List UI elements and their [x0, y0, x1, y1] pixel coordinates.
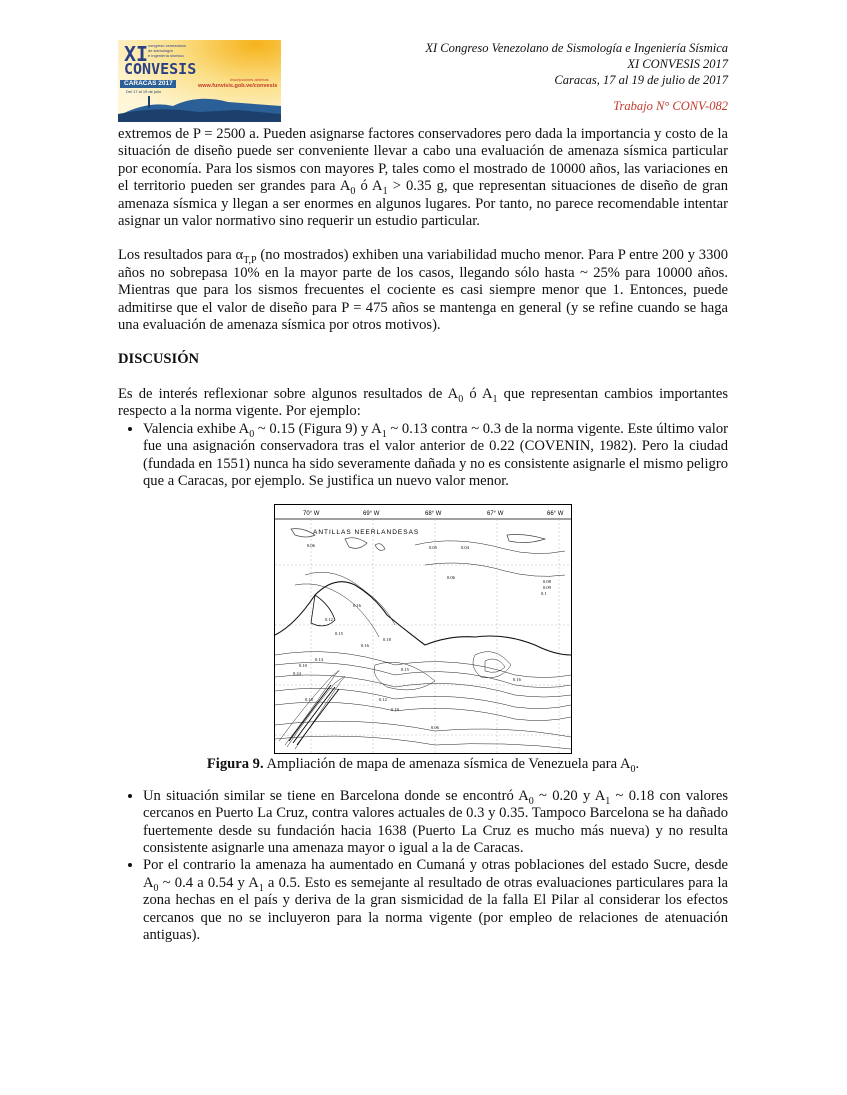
- figure-caption: Figura 9. Ampliación de mapa de amenaza sísmica de Venezuela para $A_0$.: [206, 756, 640, 776]
- longitude-label: 66° W: [547, 511, 564, 518]
- bullet-valencia: • Valencia exhibe $A_0$ ~ 0.15 (Figura 9) y $A_1$ ~ 0.13 contra ~ 0.3 de la norma vigente. Este último valor fue una asignación conservadora tras el valor anterior de 0.22 (COVENIN, 1982). Pero la ciudad (fundada en 1551) nunca ha sido severamente dañada y no es consistente asignarle el mismo peligro que a Caracas, por ejemplo. Se justifica un nuevo valor menor.: [143, 421, 728, 491]
- paper-number: Trabajo N° CONV-082: [613, 99, 728, 113]
- contour-label: 0.16: [361, 643, 369, 649]
- logo-banner: CARACAS 2017: [124, 80, 173, 87]
- contour-label: 0.05: [429, 545, 437, 551]
- contour-label: 0.18: [305, 697, 313, 703]
- hazard-map-svg: [275, 505, 571, 753]
- bullet-cumana: • Por el contrario la amenaza ha aumentado en Cumaná y otras poblaciones del estado Sucre, desde $A_0$ ~ 0.4 a 0.54 y $A_1$ a 0.5. Esto es semejante al resultado de otras evaluaciones particulares para la zona hechas en el país y deriva de la gran sismicidad de la falla El Pilar al considerar los efectos cercanos que no se incluyeron para la norma vigente (por empleo de relaciones de atenuación antiguas).: [143, 857, 728, 944]
- contour-label: 0.09: [543, 585, 551, 591]
- bullet-list-2: [118, 788, 728, 945]
- longitude-label: 69° W: [363, 511, 380, 518]
- convesis-logo: [118, 40, 281, 122]
- header-line-1: XI Congreso Venezolano de Sismología e Ingeniería Sísmica: [425, 41, 728, 55]
- header-line-2: XI CONVESIS 2017: [627, 57, 728, 71]
- contour-label: 0.15: [401, 667, 409, 673]
- contour-label: 0.08: [543, 579, 551, 585]
- longitude-label: 70° W: [303, 511, 320, 518]
- header-line-3: Caracas, 17 al 19 de julio de 2017: [554, 73, 728, 87]
- caption-text: Ampliación de mapa de amenaza sísmica de Venezuela para A: [263, 756, 631, 773]
- logo-url: www.funvisis.gob.ve/convesis: [198, 83, 278, 89]
- contour-label: 0.10: [299, 663, 307, 669]
- contour-label: 0.16: [353, 603, 361, 609]
- paragraph-2: Los resultados para $\alpha_{T,P}$ (no mostrados) exhiben una variabilidad mucho menor. Para P entre 200 y 3300 años no sobrepasa 10% en la mayor parte de los casos, llegando sólo hasta ~ 25% para 10000 años. Mientras que para los sismos frecuentes el cociente es casi siempre menor que 1. Entonces, puede admitirse que el valor de diseño para P = 475 años se mantenga en general (y se refine cuando se haga una evaluación de amenaza sísmica por otros motivos).: [118, 247, 728, 334]
- logo-roman: XI: [124, 42, 149, 66]
- contour-label: 0.1: [541, 591, 547, 597]
- section-heading-discusion: DISCUSIÓN: [118, 351, 200, 368]
- logo-tagline-2: de sismología: [148, 48, 173, 53]
- logo-name: CONVESIS: [124, 60, 197, 78]
- figure-9: [118, 504, 728, 776]
- logo-tagline-3: e ingeniería sísmica: [148, 53, 184, 58]
- contour-label: 0.06: [307, 543, 315, 549]
- contour-label: 0.15: [335, 631, 343, 637]
- paragraph-3: Es de interés reflexionar sobre algunos resultados de $A_0$ ó $A_1$ que representan cambios importantes respecto a la norma vigente. Por ejemplo:: [118, 385, 728, 420]
- region-label: ANTILLAS NEERLANDESAS: [313, 529, 420, 537]
- contour-label: 0.04: [461, 545, 469, 551]
- contour-label: 0.12: [325, 617, 333, 623]
- logo-inscripciones: Inscripciones abiertas: [230, 77, 269, 82]
- contour-label: 0.06: [447, 575, 455, 581]
- bullet-list-1: [118, 421, 728, 491]
- logo-dates: Del 17 al 19 de julio: [126, 89, 162, 94]
- contour-label: 0.12: [379, 697, 387, 703]
- longitude-label: 67° W: [487, 511, 504, 518]
- contour-label: 0.10: [391, 707, 399, 713]
- paragraph-1: extremos de P = 2500 a. Pueden asignarse factores conservadores pero dada la importancia y costo de la situación de diseño puede ser conveniente llevar a cabo una evaluación de amenaza sísmica particular por economía. Para los sismos con mayores P, tales como el mostrado de 10000 años, las variaciones en el territorio pueden ser grandes para $A_0$ ó $A_1 > 0.35$ g, que representan situaciones de diseño de gran amenaza sísmica y llegan a ser enormes en algunos lugares. Por tanto, no parece recomendable intentar asignar un valor normativo sino requerir un estudio particular.: [118, 126, 729, 230]
- contour-label: 0.18: [383, 637, 391, 643]
- paper-body: [118, 126, 728, 944]
- logo-tagline-1: congreso venezolano: [148, 43, 187, 48]
- longitude-label: 68° W: [425, 511, 442, 518]
- contour-label: 0.16: [513, 677, 521, 683]
- conference-header: [425, 40, 728, 114]
- contour-label: 0.24: [293, 671, 301, 677]
- contour-label: 0.06: [431, 725, 439, 731]
- caption-label: Figura 9.: [206, 756, 264, 773]
- hazard-map: [274, 504, 572, 754]
- bullet-barcelona: • Un situación similar se tiene en Barcelona donde se encontró $A_0$ ~ 0.20 y $A_1$ ~ 0.18 con valores cercanos en Puerto La Cruz, contra valores actuales de 0.3 y 0.35. Tampoco Barcelona se ha dañado fuertemente desde su fundación hacia 1638 (Puerto La Cruz es mucho más nueva) y no resulta consistente asignarle una amenaza mayor o igual a la de Caracas.: [143, 788, 728, 858]
- contour-label: 0.14: [315, 657, 323, 663]
